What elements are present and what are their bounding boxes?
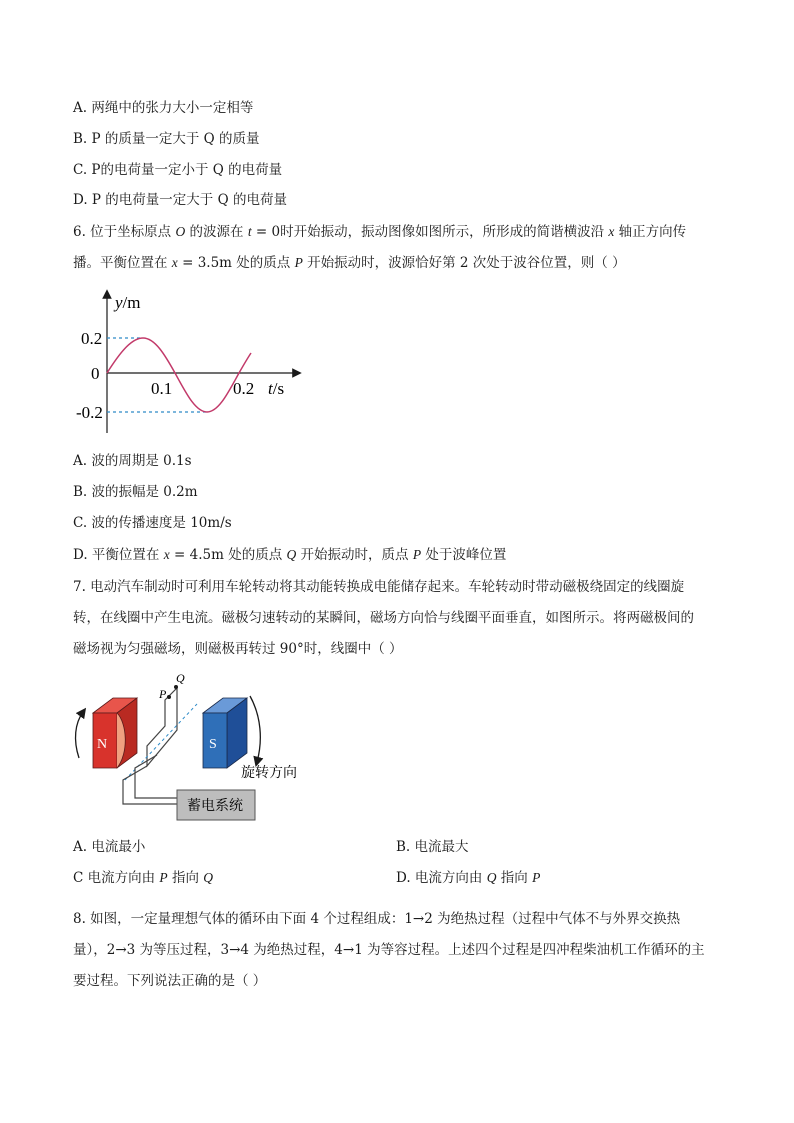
sine-curve bbox=[107, 338, 251, 412]
y-tick-0: 0 bbox=[91, 364, 100, 383]
q5-option-a: A. 两绳中的张力大小一定相等 bbox=[73, 100, 254, 116]
q7-option-a: A. 电流最小 bbox=[73, 839, 146, 855]
label-p: P bbox=[159, 687, 167, 701]
n-pole-label: N bbox=[97, 737, 108, 752]
q7-stem-line1: 7. 电动汽车制动时可利用车轮转动将其动能转换成电能储存起来。车轮转动时带动磁极绕固定的线圈旋 bbox=[73, 579, 685, 595]
lead-wire-2 bbox=[135, 755, 177, 798]
label-q: Q bbox=[176, 671, 185, 685]
storage-system-label: 蓄电系统 bbox=[187, 799, 243, 814]
q5-option-d: D. P 的电荷量一定大于 Q 的电荷量 bbox=[73, 192, 287, 208]
q7-stem-line2: 转，在线圈中产生电流。磁极匀速转动的某瞬间，磁场方向恰与线圈平面垂直，如图所示。将两磁极间的 bbox=[73, 610, 694, 626]
q8-stem-line3: 要过程。下列说法正确的是（ ） bbox=[73, 973, 267, 989]
q8-stem-line2: 量），2→3 为等压过程，3→4 为绝热过程，4→1 为等容过程。上述四个过程是四冲程柴油机工作循环的主 bbox=[73, 942, 705, 958]
q6-option-d: D. 平衡位置在 x = 4.5m 处的质点 Q 开始振动时，质点 P 处于波峰位置 bbox=[73, 547, 507, 563]
rotation-direction-label: 旋转方向 bbox=[241, 766, 297, 781]
q6-vibration-graph bbox=[75, 288, 315, 438]
q6-stem-line1: 6. 位于坐标原点 O 的波源在 t = 0时开始振动，振动图像如图所示，所形成的简谐横波沿 x 轴正方向传 bbox=[73, 224, 687, 240]
q6-option-a: A. 波的周期是 0.1s bbox=[73, 453, 192, 469]
q6-stem-line2: 播。平衡位置在 x = 3.5m 处的质点 P 开始振动时，波源恰好第 2 次处于波谷位置，则（ ） bbox=[73, 255, 626, 271]
q7-option-c: C 电流方向由 P 指向 Q bbox=[73, 870, 214, 886]
y-axis-label: y/m bbox=[115, 293, 141, 312]
y-tick-0.2: 0.2 bbox=[81, 329, 103, 348]
s-pole-magnet bbox=[203, 698, 247, 768]
q7-option-d: D. 电流方向由 Q 指向 P bbox=[396, 870, 541, 886]
x-axis-label: t/s bbox=[268, 379, 285, 398]
left-rotation-arrow bbox=[76, 712, 83, 758]
q6-option-b: B. 波的振幅是 0.2m bbox=[73, 484, 198, 500]
x-tick-0.2: 0.2 bbox=[233, 379, 255, 398]
right-rotation-arrow bbox=[250, 696, 260, 762]
q5-option-b: B. P 的质量一定大于 Q 的质量 bbox=[73, 131, 260, 147]
q8-stem-line1: 8. 如图，一定量理想气体的循环由下面 4 个过程组成：1→2 为绝热过程（过程中气体不与外界交换热 bbox=[73, 911, 681, 927]
point-q bbox=[174, 685, 178, 689]
point-p bbox=[167, 695, 171, 699]
q5-option-c: C. P的电荷量一定小于 Q 的电荷量 bbox=[73, 162, 283, 178]
q7-stem-line3: 磁场视为匀强磁场，则磁极再转过 90°时，线圈中（ ） bbox=[73, 641, 403, 657]
s-pole-label: S bbox=[209, 737, 217, 752]
q7-magnet-coil-figure bbox=[65, 668, 310, 828]
y-tick-neg0.2: -0.2 bbox=[76, 403, 103, 422]
q6-option-c: C. 波的传播速度是 10m/s bbox=[73, 515, 232, 531]
q7-option-b: B. 电流最大 bbox=[396, 839, 469, 855]
n-pole-magnet bbox=[93, 698, 137, 768]
x-tick-0.1: 0.1 bbox=[151, 379, 173, 398]
